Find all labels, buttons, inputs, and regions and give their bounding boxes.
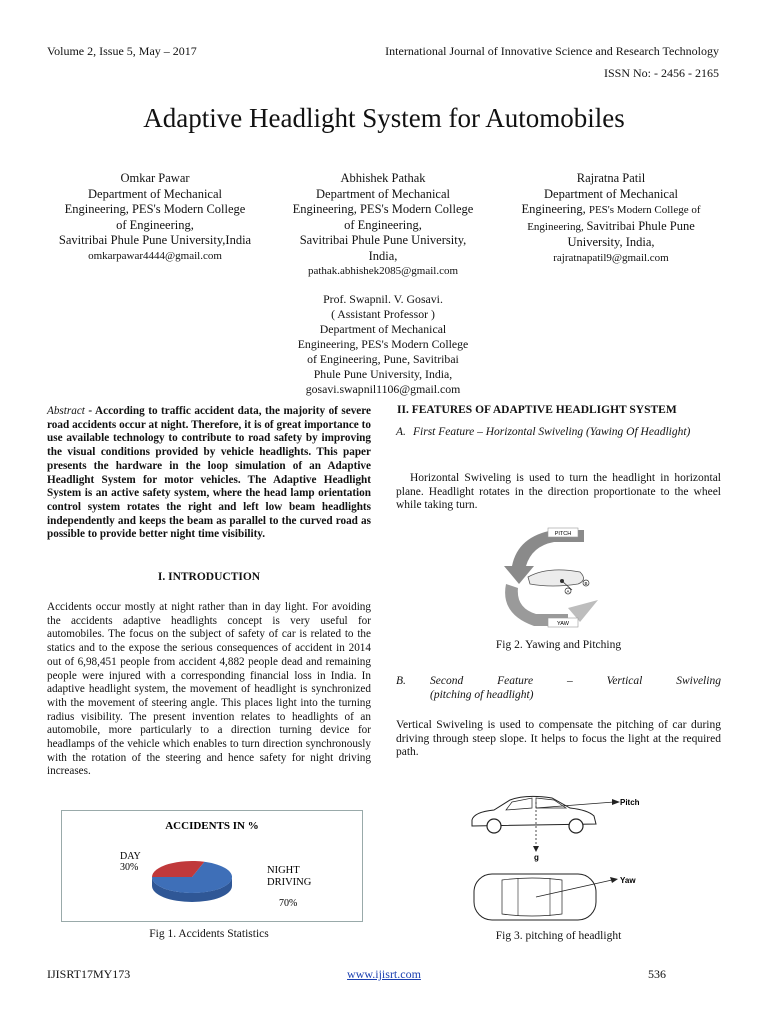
author-affiliation: of Engineering, xyxy=(344,217,422,232)
abstract-label: Abstract xyxy=(47,405,85,417)
section-heading-features: II. FEATURES OF ADAPTIVE HEADLIGHT SYSTEM xyxy=(397,404,677,416)
feature-b-label: B. xyxy=(396,675,406,687)
point-a-label: A xyxy=(566,589,570,594)
author-affiliation: of Engineering, xyxy=(116,217,194,232)
author-affiliation: Savitribai Phule Pune University, xyxy=(299,233,467,247)
advisor-name: Prof. Swapnil. V. Gosavi. xyxy=(323,292,443,306)
author-affiliation: Department of Mechanical xyxy=(88,186,222,201)
advisor-affiliation: Phule Pune University, India, xyxy=(313,367,453,381)
author-affiliation xyxy=(486,219,736,236)
feature-b-word: Swiveling xyxy=(676,675,721,687)
feature-b-word: – xyxy=(566,675,573,687)
feature-b-text: Vertical Swiveling is used to compensate the pitching of car during driving through steep slope. It helps to focus the light at the required path. xyxy=(396,719,721,759)
author-name: Abhishek Pathak xyxy=(340,171,426,185)
feature-a-label: A. xyxy=(396,426,406,438)
feature-b-word: Feature xyxy=(497,675,534,687)
car-front-wheel xyxy=(487,819,501,833)
fig2-caption: Fig 2. Yawing and Pitching xyxy=(495,639,622,651)
journal-name: International Journal of Innovative Science and Research Technology xyxy=(385,44,719,58)
author-block-1 xyxy=(30,171,280,264)
advisor-affiliation: of Engineering, Pune, Savitribai xyxy=(307,352,459,366)
author-affiliation: India, xyxy=(368,248,398,263)
author-affiliation: Engineering, PES's Modern College xyxy=(292,202,474,216)
label-day: DAY xyxy=(120,851,141,862)
author-affiliation: Engineering, PES's Modern College xyxy=(64,202,246,216)
author-affiliation: Department of Mechanical xyxy=(316,186,450,201)
introduction-text: Accidents occur mostly at night rather than in day light. For avoiding the accidents adaptive headlights concept is very useful for automobiles. The focus on the subject of safety of car is related to the statics and to the expose the serious consequences of accident in 2014 out of 6,98,451 people from accident 4,882 people dead and remaining people were injured with a corresponding financial loss in India. In adaptive headlight system, the movement of headlight is synchronized with the movement of steering angle. This places light into the turning radius visibility. The present invention relates to headlights of an automobile, more particularly to a direction turning device for headlamps of the vehicle which enables to turn direction synchronously with the rotation of the steering and hence safety for night driving increases. xyxy=(47,601,371,778)
footer-paper-id: IJISRT17MY173 xyxy=(47,967,131,981)
author-affiliation: University, India, xyxy=(567,235,655,249)
yaw-axis-arrow xyxy=(610,877,618,883)
feature-a-heading: First Feature – Horizontal Swiveling (Yawing Of Headlight) xyxy=(413,426,691,438)
author-affiliation-part: Engineering, xyxy=(521,202,589,216)
point-b-label: B xyxy=(584,581,588,586)
author-affiliation: Department of Mechanical xyxy=(544,186,678,201)
author-affiliation xyxy=(486,202,736,219)
issn-number: ISSN No: - 2456 - 2165 xyxy=(603,66,719,80)
pitch-axis-arrow xyxy=(612,799,620,805)
abstract-text: - According to traffic accident data, the majority of severe road accidents occur at night. Therefore, it is of great importance to use available technology to contribute to road safety by improving the visual conditions provided by vehicle headlights. This paper presents the hardware in the loop simulation of an Adaptive Headlight System for motor vehicles. The Adaptive Headlight System is an active safety system, where the head lamp orientation control system rotates the right and left low beam headlights independently and keeps the beam as parallel to the curved road as possible to provide better night time visibility. xyxy=(47,405,371,541)
author-affiliation-part: Engineering, xyxy=(527,220,587,233)
car-top-body xyxy=(474,874,596,920)
label-night-percent: 70% xyxy=(279,898,298,909)
feature-b-subheading: (pitching of headlight) xyxy=(430,689,534,701)
fig1-caption: Fig 1. Accidents Statistics xyxy=(149,928,269,940)
car-body xyxy=(528,570,584,586)
feature-a-title xyxy=(396,425,721,439)
author-block-3 xyxy=(486,171,736,266)
gravity-arrow xyxy=(533,846,539,852)
fig3-yaw-label: Yaw xyxy=(620,876,636,885)
footer-website-link[interactable]: www.ijisrt.com xyxy=(347,967,421,981)
advisor-title: ( Assistant Professor ) xyxy=(331,307,435,321)
author-block-2 xyxy=(258,171,508,280)
feature-b-word: Second xyxy=(430,675,464,687)
yaw-label: YAW xyxy=(557,621,569,627)
pitching-svg xyxy=(466,792,656,930)
pitching-diagram xyxy=(466,792,656,930)
advisor-block xyxy=(258,292,508,397)
author-affiliation: Savitribai Phule Pune University,India xyxy=(58,233,252,247)
feature-b-title xyxy=(396,674,721,702)
advisor-affiliation: Engineering, PES's Modern College xyxy=(297,337,469,351)
yaw-pitch-svg xyxy=(488,522,608,634)
footer-page-number: 536 xyxy=(648,967,666,981)
fig3-pitch-label: Pitch xyxy=(620,798,640,807)
author-email: pathak.abhishek2085@gmail.com xyxy=(307,265,459,277)
author-name: Rajratna Patil xyxy=(576,171,646,185)
author-email: rajratnapatil9@gmail.com xyxy=(553,251,669,264)
journal-volume: Volume 2, Issue 5, May – 2017 xyxy=(47,44,197,58)
label-day-percent: 30% xyxy=(120,862,139,873)
author-email: omkarpawar4444@gmail.com xyxy=(88,249,222,262)
feature-a-text: Horizontal Swiveling is used to turn the headlight in horizontal plane. Headlight rotates in the direction proportionate to the wheel while taking turn. xyxy=(396,472,721,512)
author-name: Omkar Pawar xyxy=(120,171,190,185)
author-affiliation-part: Savitribai Phule Pune xyxy=(586,218,695,233)
chart-title: ACCIDENTS IN % xyxy=(165,820,259,832)
label-night-2: DRIVING xyxy=(267,877,312,888)
fig3-g-label: g xyxy=(534,853,539,862)
section-heading-introduction: I. INTRODUCTION xyxy=(157,571,261,583)
advisor-affiliation: Department of Mechanical xyxy=(319,322,447,336)
fig3-caption: Fig 3. pitching of headlight xyxy=(495,930,622,942)
car-rear-wheel xyxy=(569,819,583,833)
pitch-label: PITCH xyxy=(554,531,572,537)
yaw-pitch-diagram xyxy=(488,522,608,634)
accidents-chart xyxy=(61,810,363,922)
author-affiliation-part: PES's Modern College of xyxy=(588,204,701,216)
advisor-email: gosavi.swapnil1106@gmail.com xyxy=(305,382,461,396)
feature-b-word: Vertical xyxy=(606,675,643,687)
feature-b-heading xyxy=(430,674,721,688)
accidents-chart-svg xyxy=(62,811,362,921)
label-night: NIGHT xyxy=(267,865,300,876)
paper-title: Adaptive Headlight System for Automobiles xyxy=(143,103,625,133)
abstract xyxy=(47,405,371,542)
